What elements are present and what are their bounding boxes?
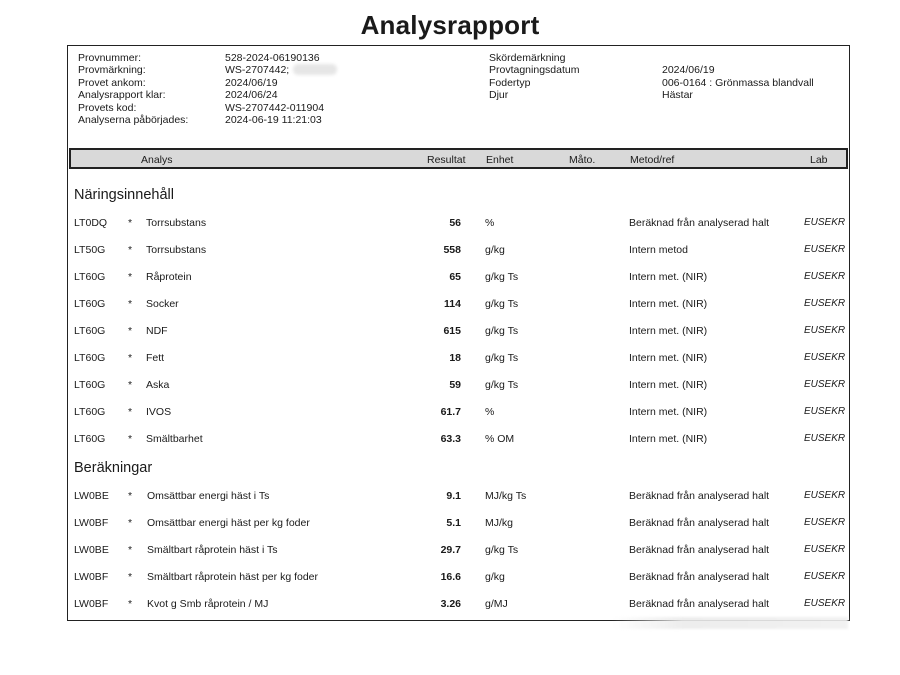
result-value: 63.3 bbox=[440, 433, 461, 445]
analysis-code: LT50G bbox=[74, 244, 106, 256]
unit: g/kg bbox=[485, 244, 505, 256]
redacted-text bbox=[293, 64, 337, 75]
meta-label: Provtagningsdatum bbox=[489, 64, 580, 77]
accredited-star: * bbox=[128, 325, 133, 337]
analysis-code: LW0BE bbox=[74, 490, 109, 502]
result-value: 9.1 bbox=[446, 490, 461, 502]
table-row bbox=[68, 271, 849, 287]
method: Beräknad från analyserad halt bbox=[629, 598, 770, 610]
accredited-star: * bbox=[128, 490, 133, 502]
meta-label: Provnummer: bbox=[78, 52, 142, 64]
report-title: Analysrapport bbox=[360, 10, 540, 40]
lab-code: EUSEKR bbox=[804, 490, 846, 501]
lab-code: EUSEKR bbox=[804, 571, 846, 582]
analysis-code: LT60G bbox=[74, 271, 106, 283]
method: Intern met. (NIR) bbox=[629, 298, 708, 310]
accredited-star: * bbox=[128, 517, 133, 529]
analysis-name: Råprotein bbox=[146, 271, 192, 283]
method: Intern met. (NIR) bbox=[629, 325, 708, 337]
lab-code: EUSEKR bbox=[804, 433, 846, 444]
meta-value: Hästar bbox=[662, 89, 693, 102]
meta-label: Analysrapport klar: bbox=[78, 89, 166, 102]
meta-label: Fodertyp bbox=[489, 76, 531, 89]
meta-right-labels bbox=[489, 52, 579, 102]
meta-label: Djur bbox=[489, 89, 509, 102]
analysis-code: LW0BF bbox=[74, 598, 109, 610]
unit: g/kg Ts bbox=[485, 325, 519, 337]
analysis-code: LW0BE bbox=[74, 544, 109, 556]
result-value: 114 bbox=[444, 298, 461, 310]
meta-value: WS-2707442; bbox=[225, 64, 290, 77]
analysis-name: Torrsubstans bbox=[146, 217, 207, 229]
meta-value: 2024/06/24 bbox=[225, 89, 278, 102]
analysis-code: LT0DQ bbox=[74, 217, 108, 229]
section-title: Näringsinnehåll bbox=[74, 187, 174, 203]
table-row bbox=[68, 325, 849, 341]
result-value: 5.1 bbox=[446, 517, 461, 529]
accredited-star: * bbox=[128, 598, 133, 610]
analysis-code: LT60G bbox=[74, 433, 106, 445]
lab-code: EUSEKR bbox=[804, 325, 846, 336]
unit: g/kg Ts bbox=[485, 298, 519, 310]
sample-metadata bbox=[68, 46, 849, 148]
lab-code: EUSEKR bbox=[804, 271, 846, 282]
table-row bbox=[68, 517, 849, 533]
result-value: 61.7 bbox=[440, 406, 461, 418]
unit: g/kg bbox=[485, 571, 505, 583]
meta-label: Analyserna påbörjades: bbox=[78, 113, 189, 126]
unit: g/kg Ts bbox=[485, 352, 519, 364]
table-row bbox=[68, 490, 849, 506]
table-row bbox=[68, 244, 849, 260]
result-value: 29.7 bbox=[440, 544, 461, 556]
analysis-name: Omsättbar energi häst i Ts bbox=[147, 490, 270, 502]
header-analys: Analys bbox=[141, 154, 173, 166]
method: Beräknad från analyserad halt bbox=[629, 571, 770, 583]
analysis-name: Torrsubstans bbox=[146, 244, 207, 256]
analysis-code: LW0BF bbox=[74, 571, 109, 583]
lab-code: EUSEKR bbox=[804, 217, 846, 228]
method: Intern met. (NIR) bbox=[629, 379, 708, 391]
unit: g/kg Ts bbox=[485, 544, 519, 556]
unit: MJ/kg bbox=[485, 517, 514, 529]
meta-value: 2024/06/19 bbox=[225, 76, 278, 89]
result-value: 558 bbox=[443, 244, 461, 256]
meta-left-labels bbox=[78, 52, 188, 126]
result-value: 615 bbox=[443, 325, 461, 337]
header-mato: Måto. bbox=[569, 154, 596, 166]
lab-code: EUSEKR bbox=[804, 598, 846, 609]
unit: % bbox=[485, 406, 495, 418]
analysis-name: Fett bbox=[146, 352, 165, 364]
method: Intern met. (NIR) bbox=[629, 406, 708, 418]
meta-value bbox=[662, 52, 814, 64]
meta-left-values bbox=[225, 52, 337, 126]
scan-smudge bbox=[612, 617, 848, 629]
report-sheet bbox=[67, 45, 850, 621]
unit: g/MJ bbox=[485, 598, 508, 610]
method: Intern metod bbox=[629, 244, 688, 256]
table-row bbox=[68, 352, 849, 368]
lab-code: EUSEKR bbox=[804, 298, 846, 309]
result-value: 59 bbox=[449, 379, 461, 391]
accredited-star: * bbox=[128, 406, 133, 418]
result-value: 65 bbox=[449, 271, 461, 283]
table-row bbox=[68, 379, 849, 395]
header-lab: Lab bbox=[810, 154, 828, 166]
header-metod: Metod/ref bbox=[630, 154, 675, 166]
method: Intern met. (NIR) bbox=[629, 352, 708, 364]
analysis-name: Omsättbar energi häst per kg foder bbox=[147, 517, 310, 529]
unit: MJ/kg Ts bbox=[485, 490, 527, 502]
accredited-star: * bbox=[128, 544, 133, 556]
meta-value-wrap bbox=[225, 64, 337, 76]
accredited-star: * bbox=[128, 433, 133, 445]
analysis-name: Smältbarhet bbox=[146, 433, 203, 445]
meta-value: WS-2707442-011904 bbox=[225, 101, 325, 114]
meta-value: 006-0164 : Grönmassa blandvall bbox=[662, 76, 814, 89]
analysis-code: LW0BF bbox=[74, 517, 109, 529]
analysis-name: IVOS bbox=[146, 406, 172, 418]
analysis-code: LT60G bbox=[74, 325, 106, 337]
table-row bbox=[68, 433, 849, 449]
accredited-star: * bbox=[128, 352, 133, 364]
unit: g/kg Ts bbox=[485, 271, 519, 283]
accredited-star: * bbox=[128, 379, 133, 391]
header-enhet: Enhet bbox=[486, 154, 514, 166]
meta-label: Provmärkning: bbox=[78, 64, 146, 77]
table-row bbox=[68, 406, 849, 422]
method: Intern met. (NIR) bbox=[629, 271, 708, 283]
method: Beräknad från analyserad halt bbox=[629, 544, 770, 556]
meta-value: 528-2024-06190136 bbox=[225, 52, 320, 64]
method: Beräknad från analyserad halt bbox=[629, 217, 770, 229]
analysis-name: NDF bbox=[146, 325, 168, 337]
accredited-star: * bbox=[128, 571, 133, 583]
analysis-name: Aska bbox=[146, 379, 170, 391]
header-resultat: Resultat bbox=[427, 154, 466, 166]
analysis-name: Smältbart råprotein häst per kg foder bbox=[147, 571, 319, 583]
method: Beräknad från analyserad halt bbox=[629, 490, 770, 502]
unit: % OM bbox=[485, 433, 515, 445]
analysis-name: Kvot g Smb råprotein / MJ bbox=[147, 598, 269, 610]
accredited-star: * bbox=[128, 217, 133, 229]
accredited-star: * bbox=[128, 271, 133, 283]
result-value: 3.26 bbox=[440, 598, 461, 610]
analysis-code: LT60G bbox=[74, 352, 106, 364]
accredited-star: * bbox=[128, 298, 133, 310]
section-title: Beräkningar bbox=[74, 460, 153, 476]
lab-code: EUSEKR bbox=[804, 544, 846, 555]
table-header bbox=[69, 148, 848, 169]
lab-code: EUSEKR bbox=[804, 406, 846, 417]
table-row bbox=[68, 217, 849, 233]
table-row bbox=[68, 544, 849, 560]
table-row bbox=[68, 298, 849, 314]
result-value: 56 bbox=[449, 217, 461, 229]
result-value: 18 bbox=[449, 352, 461, 364]
lab-code: EUSEKR bbox=[804, 379, 846, 390]
lab-code: EUSEKR bbox=[804, 352, 846, 363]
lab-code: EUSEKR bbox=[804, 517, 846, 528]
analysis-code: LT60G bbox=[74, 298, 106, 310]
meta-label: Provet ankom: bbox=[78, 76, 146, 89]
meta-value: 2024-06-19 11:21:03 bbox=[225, 113, 322, 126]
meta-label: Provets kod: bbox=[78, 101, 137, 114]
method: Intern met. (NIR) bbox=[629, 433, 708, 445]
table-row bbox=[68, 598, 849, 614]
unit: % bbox=[485, 217, 495, 229]
analysis-code: LT60G bbox=[74, 406, 106, 418]
meta-label: Skördemärkning bbox=[489, 52, 566, 64]
unit: g/kg Ts bbox=[485, 379, 519, 391]
lab-code: EUSEKR bbox=[804, 244, 846, 255]
analysis-code: LT60G bbox=[74, 379, 106, 391]
analysis-name: Socker bbox=[146, 298, 179, 310]
table-row bbox=[68, 571, 849, 587]
meta-value: 2024/06/19 bbox=[662, 64, 715, 77]
meta-right-values bbox=[662, 52, 814, 102]
result-value: 16.6 bbox=[440, 571, 461, 583]
analysis-name: Smältbart råprotein häst i Ts bbox=[147, 544, 278, 556]
accredited-star: * bbox=[128, 244, 133, 256]
method: Beräknad från analyserad halt bbox=[629, 517, 770, 529]
